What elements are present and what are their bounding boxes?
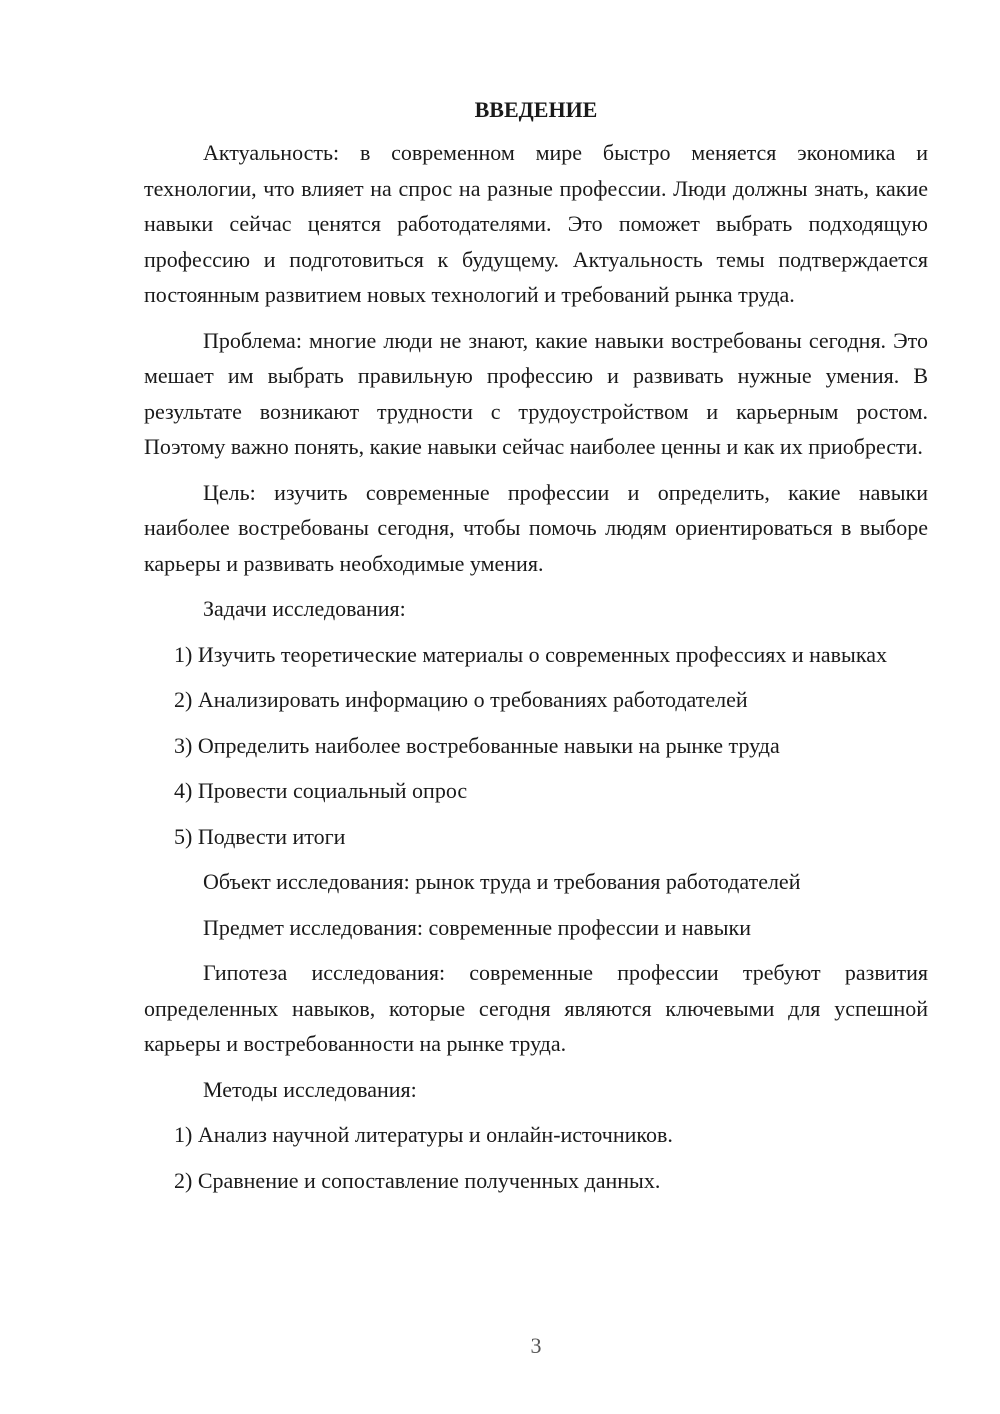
tasks-heading: Задачи исследования: xyxy=(203,596,406,621)
task-item: 3) Определить наиболее востребованные навыки на рынке труда xyxy=(174,732,780,758)
method-item: 2) Сравнение и сопоставление полученных данных. xyxy=(174,1167,661,1193)
task-item: 2) Анализировать информацию о требованиях работодателей xyxy=(174,687,748,712)
methods-heading: Методы исследования: xyxy=(203,1076,417,1102)
relevance-paragraph: Актуальность: в современном мире быстро меняется экономика и технологии, что влияет на спрос на разные профессии. Люди должны знать, какие навыки сейчас ценятся работодателями. Это поможет выбрать подходящую профессию и подготовиться к будущему. Актуальность темы подтверждается постоянным развитием новых технологий и требований рынка труда. xyxy=(144,140,928,307)
task-item: 4) Провести социальный опрос xyxy=(174,778,468,803)
task-item: 5) Подвести итоги xyxy=(174,823,346,849)
document-page xyxy=(144,92,928,1208)
goal-paragraph: Цель: изучить современные профессии и определить, какие навыки наиболее востребованы сегодня, чтобы помочь людям ориентироваться в выборе карьеры и развивать необходимые умения. xyxy=(144,479,928,576)
hypothesis-paragraph: Гипотеза исследования: современные профессии требуют развития определенных навыков, которые сегодня являются ключевыми для успешной карьеры и востребованности на рынке труда. xyxy=(144,960,928,1056)
problem-paragraph: Проблема: многие люди не знают, какие навыки востребованы сегодня. Это мешает им выбрать правильную профессию и развивать нужные умения. В результате возникают трудности с трудоустройством и карьерным ростом. Поэтому важно понять, какие навыки сейчас наиболее ценны и как их приобрести. xyxy=(144,327,928,459)
task-item: 1) Изучить теоретические материалы о современных профессиях и навыках xyxy=(174,641,887,667)
method-item: 1) Анализ научной литературы и онлайн-источников. xyxy=(174,1122,673,1147)
page-title: ВВЕДЕНИЕ xyxy=(474,97,598,122)
research-subject: Предмет исследования: современные профессии и навыки xyxy=(203,914,752,940)
page-number: 3 xyxy=(530,1333,542,1358)
research-object: Объект исследования: рынок труда и требования работодателей xyxy=(203,869,801,894)
